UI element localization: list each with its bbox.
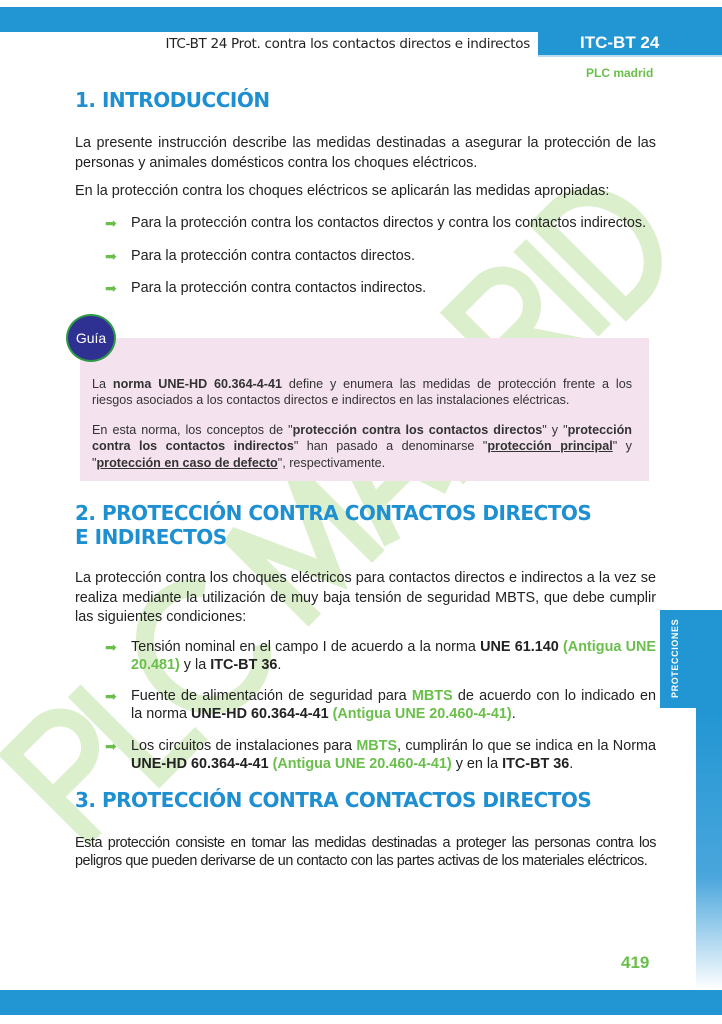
arrow-icon: ➡	[105, 279, 117, 296]
section-3-heading: 3. PROTECCIÓN CONTRA CONTACTOS DIRECTOS	[75, 787, 592, 812]
list-item	[105, 687, 656, 723]
chapter-tab: ITC-BT 24	[538, 32, 722, 57]
arrow-icon: ➡	[105, 737, 117, 754]
logo: PLC madrid	[586, 66, 654, 80]
text-run: La	[92, 376, 113, 391]
paragraph	[75, 834, 656, 871]
text-run: de acuerdo con lo indicado en la norma	[131, 687, 656, 722]
emphasis-text: UNE-HD 60.364-4-41	[191, 705, 329, 722]
highlight-text: (Antigua UNE 20.481)	[131, 638, 656, 673]
page-content	[75, 88, 656, 871]
emphasis-text: protección contra los contactos directos	[292, 422, 543, 437]
arrow-icon: ➡	[105, 687, 117, 704]
arrow-icon: ➡	[105, 638, 117, 655]
guide-badge: Guía	[66, 314, 116, 362]
emphasis-text: ITC-BT 36	[502, 755, 570, 772]
list-item-text	[131, 215, 646, 231]
side-tab-label: PROTECCIONES	[670, 618, 680, 698]
text-run: .	[569, 755, 574, 772]
emphasis-text: UNE-HD 60.364-4-41	[131, 755, 269, 772]
text-run: .	[277, 656, 282, 673]
emphasis-text: UNE 61.140	[480, 638, 559, 655]
list-item	[105, 214, 656, 232]
text-run: Para la protección contra contactos directos.	[131, 247, 415, 264]
highlight-text: MBTS	[411, 687, 453, 704]
emphasis-text: protección en caso de defecto	[96, 455, 278, 470]
text-run: La protección contra los choques eléctricos para contactos directos e indirectos a la vez se realiza mediante la utilización de muy baja tensión de seguridad MBTS, que debe cumplir las siguientes condiciones:	[75, 570, 656, 625]
text-run: En la protección contra los choques eléctricos se aplicarán las medidas apropiadas:	[75, 183, 610, 199]
list-item	[105, 737, 656, 773]
paragraph	[75, 182, 656, 202]
page-number: 419	[621, 953, 650, 972]
list-item	[105, 638, 656, 674]
text-run: " han pasado a denominarse "	[293, 439, 488, 453]
list-item-text	[131, 248, 415, 264]
text-run: y en la	[451, 755, 503, 772]
text-run: Esta protección consiste en tomar las medidas destinadas a proteger las personas contra los peligros que pueden derivarse de un contacto con las partes activas de los materiales eléctricos.	[75, 834, 656, 869]
emphasis-text: norma UNE-HD 60.364-4-41	[112, 376, 282, 391]
list-item	[105, 247, 656, 265]
text-run: " y "	[542, 422, 568, 437]
text-run: , cumplirán lo que se indica en la Norma	[397, 737, 656, 754]
guide-box	[75, 329, 649, 482]
guide-paragraph	[92, 422, 632, 472]
list-item	[105, 279, 656, 297]
text-run: Los circuitos de instalaciones para	[131, 737, 357, 754]
arrow-icon: ➡	[105, 247, 117, 264]
list-item-text	[131, 738, 656, 772]
paragraph	[75, 134, 656, 173]
paragraph	[75, 569, 656, 628]
text-run: define y enumera las medidas de protección frente a los riesgos asociados a los contactos directos e indirectos en las instalaciones eléctricas.	[92, 376, 632, 407]
guide-paragraph	[92, 376, 632, 409]
list-item-text	[131, 688, 656, 722]
text-run: Fuente de alimentación de seguridad para	[131, 687, 412, 704]
text-run: " y "	[92, 439, 632, 470]
text-run: y la	[179, 656, 211, 673]
highlight-text: (Antigua UNE 20.460-4-41)	[268, 755, 452, 772]
text-run: La presente instrucción describe las medidas destinadas a asegurar la protección de las personas y animales domésticos contra los choques eléctricos.	[75, 135, 656, 171]
text-run: Para la protección contra contactos indirectos.	[131, 279, 427, 296]
text-run: Tensión nominal en el campo I de acuerdo a la norma	[131, 638, 481, 655]
emphasis-text: ITC-BT 36	[210, 656, 278, 673]
text-run: ", respectivamente.	[277, 455, 386, 470]
running-title: ITC-BT 24 Prot. contra los contactos directos e indirectos	[165, 36, 530, 52]
list-item-text	[131, 280, 426, 296]
emphasis-text: protección principal	[487, 439, 613, 453]
highlight-text: MBTS	[356, 737, 398, 754]
text-run: .	[511, 705, 516, 722]
text-run: En esta norma, los conceptos de "	[92, 422, 293, 437]
top-bar	[0, 7, 722, 32]
section-1-heading: 1. INTRODUCCIÓN	[75, 88, 270, 112]
side-strip	[696, 708, 722, 990]
side-tab	[660, 610, 722, 708]
section-2-heading: 2. PROTECCIÓN CONTRA CONTACTOS DIRECTOS E INDIRECTOS	[75, 501, 592, 549]
list-item-text	[131, 639, 656, 673]
bottom-bar	[0, 990, 722, 1015]
text-run: Para la protección contra los contactos directos y contra los contactos indirectos.	[131, 214, 647, 231]
emphasis-text: protección contra los contactos indirectos	[92, 422, 632, 453]
highlight-text: (Antigua UNE 20.460-4-41)	[328, 705, 512, 722]
arrow-icon: ➡	[105, 214, 117, 231]
